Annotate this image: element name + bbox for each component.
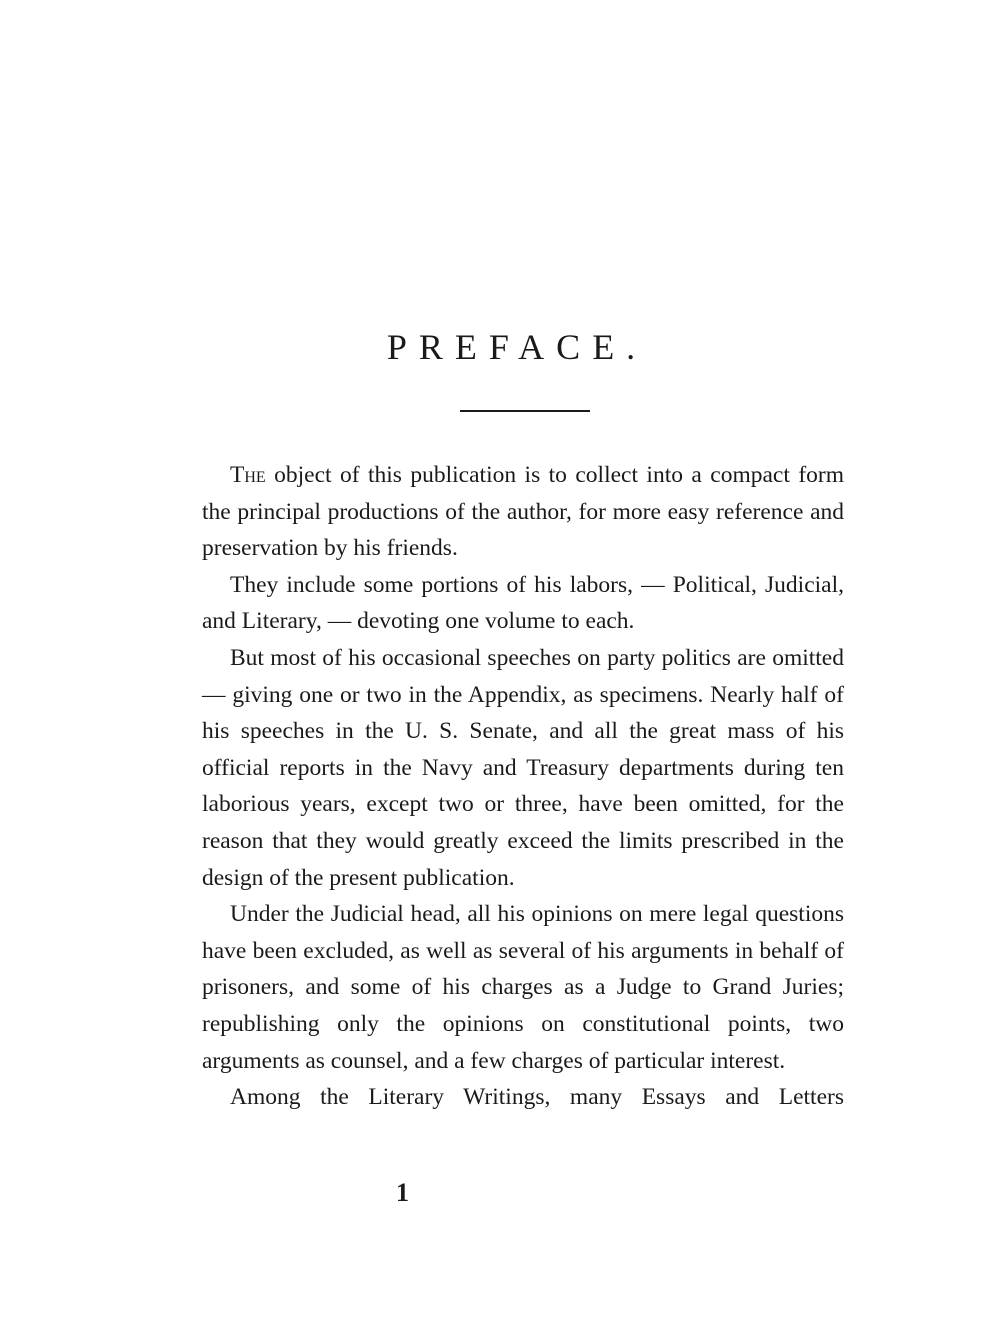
paragraph-1: [202, 457, 844, 567]
paragraph-2-text: They include some portions of his labors, — Political, Judicial, and Literary, — devoting one volume to each.: [202, 571, 844, 635]
preface-body: [202, 457, 844, 1116]
paragraph-4: [202, 896, 844, 1079]
page-title: PREFACE.: [386, 327, 648, 367]
paragraph-1-text: object of this publication is to collect into a compact form the principal productions of the author, for more easy reference and preservation by his friends.: [202, 462, 844, 562]
paragraph-3-text: But most of his occasional speeches on party politics are omitted — giving one or two in the Appendix, as specimens. Nearly half of his speeches in the U. S. Senate, and all the great mass of his official reports in the Navy and Treasury departments during ten laborious years, except two or three, have been omitted, for the reason that they would greatly exceed the limits prescribed in the design of the present publication.: [202, 644, 844, 891]
paragraph-3: [202, 640, 844, 896]
paragraph-2: [202, 567, 844, 640]
page-number: 1: [396, 1178, 409, 1207]
paragraph-5: [202, 1079, 844, 1116]
paragraph-5-text: Among the Literary Writings, many Essays and Letters: [230, 1084, 844, 1111]
paragraph-1-lead: The: [230, 462, 266, 488]
title-rule: [460, 410, 590, 412]
paragraph-4-text: Under the Judicial head, all his opinions on mere legal questions have been excluded, as well as several of his arguments in behalf of prisoners, and some of his charges as a Judge to Grand Juries; republishing only the opinions on constitutional points, two arguments as counsel, and a few charges of particular interest.: [202, 901, 844, 1074]
